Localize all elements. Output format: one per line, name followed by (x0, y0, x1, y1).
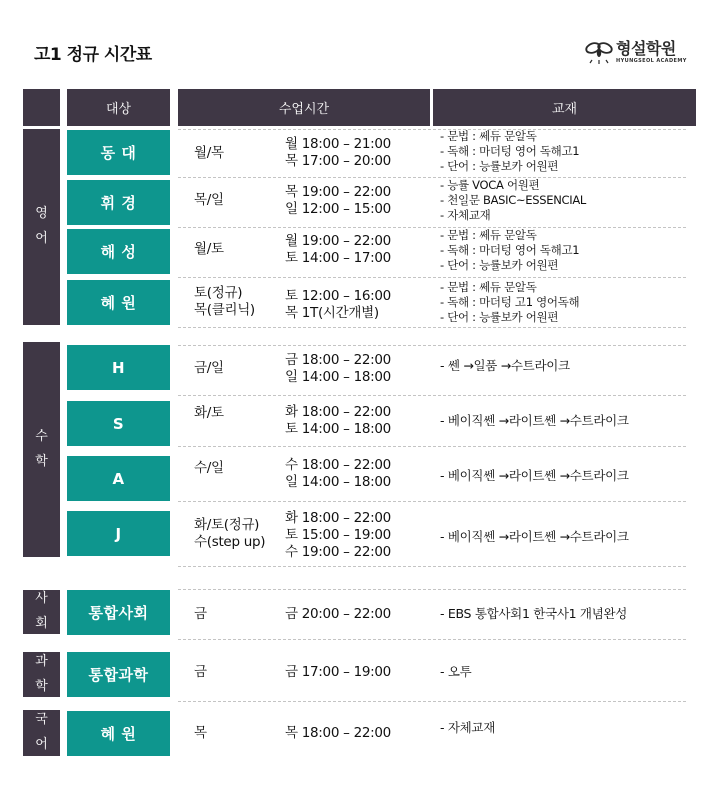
day-text: 토(정규) (194, 285, 243, 301)
day-text: 화/토(정규) (194, 517, 260, 533)
day-text: 월/목 (194, 145, 224, 161)
subject-korean (23, 710, 60, 756)
header-target: 대상 (67, 89, 170, 126)
row-divider (178, 345, 686, 346)
subject-math-char2: 학 (35, 453, 48, 469)
row-days (194, 241, 224, 258)
row-divider (178, 566, 686, 567)
time-text: 목 1T(시간개별) (285, 305, 379, 321)
time-text: 목 18:00 – 22:00 (285, 725, 391, 741)
row-divider (178, 177, 686, 178)
time-text: 수 19:00 – 22:00 (285, 544, 391, 560)
day-text: 월/토 (194, 241, 224, 257)
row-divider (178, 701, 686, 702)
row-days (194, 664, 207, 681)
row-books (440, 358, 570, 373)
row-books (440, 228, 579, 273)
row-days (194, 405, 224, 422)
time-text: 수 18:00 – 22:00 (285, 457, 391, 473)
day-text: 금 (194, 606, 207, 622)
row-divider (178, 639, 686, 640)
subject-english (23, 129, 60, 325)
book-text: - 베이직쎈 →라이트쎈 →수트라이크 (440, 468, 629, 483)
book-text: - EBS 통합사회1 한국사1 개념완성 (440, 606, 628, 621)
time-text: 목 19:00 – 22:00 (285, 184, 391, 200)
book-text: - 베이직쎈 →라이트쎈 →수트라이크 (440, 413, 629, 428)
row-times (285, 136, 391, 170)
target-integrated-social: 통합사회 (67, 590, 170, 635)
book-text: - 천일문 BASIC~ESSENCIAL (440, 193, 587, 207)
time-text: 일 14:00 – 18:00 (285, 474, 391, 490)
subject-math-char1: 수 (35, 428, 48, 444)
book-text: - 쎈 →일품 →수트라이크 (440, 358, 570, 373)
subject-english-char1: 영 (35, 206, 48, 222)
day-text: 화/토 (194, 405, 224, 421)
day-text: 금/일 (194, 360, 224, 376)
day-text: 목(클리닉) (194, 302, 255, 318)
target-j: J (67, 511, 170, 556)
row-times (285, 184, 391, 218)
target-integrated-science: 통합과학 (67, 652, 170, 697)
row-days (194, 460, 224, 477)
row-times (285, 288, 391, 322)
book-text: - 독해 : 마더텅 고1 영어독해 (440, 295, 580, 309)
row-times (285, 510, 391, 561)
row-times (285, 457, 391, 491)
time-text: 월 18:00 – 21:00 (285, 136, 391, 152)
row-days (194, 606, 207, 623)
row-times (285, 352, 391, 386)
row-books (440, 664, 471, 679)
time-text: 일 14:00 – 18:00 (285, 369, 391, 385)
book-text: - 문법 : 쎄듀 문알독 (440, 228, 537, 242)
row-books (440, 178, 586, 223)
row-times (285, 404, 391, 438)
book-text: - 문법 : 쎄듀 문알독 (440, 280, 537, 294)
header-time: 수업시간 (178, 89, 430, 126)
book-text: - 단어 : 능률보카 어원편 (440, 258, 559, 272)
book-text: - 독해 : 마더텅 영어 독해고1 (440, 243, 580, 257)
day-text: 금 (194, 664, 207, 680)
target-hyewon: 혜 원 (67, 280, 170, 325)
subject-korean-char1: 국 (35, 712, 48, 728)
time-text: 화 18:00 – 22:00 (285, 404, 391, 420)
subject-korean-char2: 어 (35, 737, 48, 752)
row-divider (178, 129, 686, 130)
row-books (440, 529, 629, 544)
row-days (194, 192, 224, 209)
row-times (285, 233, 391, 267)
target-hyewon-korean: 혜 원 (67, 711, 170, 756)
subject-social-char2: 회 (35, 616, 48, 631)
header-book: 교재 (433, 89, 696, 126)
time-text: 금 18:00 – 22:00 (285, 352, 391, 368)
subject-science-char1: 과 (35, 653, 48, 669)
time-text: 금 20:00 – 22:00 (285, 606, 391, 622)
target-s: S (67, 401, 170, 446)
time-text: 금 17:00 – 19:00 (285, 664, 391, 680)
subject-science-char2: 학 (35, 678, 48, 694)
time-text: 화 18:00 – 22:00 (285, 510, 391, 526)
book-text: - 자체교재 (440, 208, 491, 222)
subject-social (23, 590, 60, 634)
row-times (285, 606, 391, 623)
logo-subtitle: HYUNGSEOL ACADEMY (616, 58, 687, 64)
target-dongdae: 동 대 (67, 130, 170, 175)
row-times (285, 725, 391, 742)
row-books (440, 468, 629, 483)
row-divider (178, 395, 686, 396)
book-text: - 단어 : 능률보카 어원편 (440, 310, 559, 324)
target-h: H (67, 345, 170, 390)
firefly-icon (584, 38, 614, 66)
subject-science (23, 652, 60, 697)
row-divider (178, 327, 686, 328)
row-days (194, 360, 224, 377)
day-text: 수/일 (194, 460, 224, 476)
time-text: 토 14:00 – 18:00 (285, 421, 391, 437)
row-books (440, 413, 629, 428)
book-text: - 베이직쎈 →라이트쎈 →수트라이크 (440, 529, 629, 544)
row-days (194, 725, 207, 742)
row-books (440, 129, 579, 174)
time-text: 일 12:00 – 15:00 (285, 201, 391, 217)
row-books (440, 606, 627, 621)
logo-name: 형설학원 (616, 39, 676, 58)
book-text: - 단어 : 능률보카 어원편 (440, 159, 559, 173)
target-hwigyeong: 휘 경 (67, 180, 170, 225)
time-text: 토 12:00 – 16:00 (285, 288, 391, 304)
day-text: 목/일 (194, 192, 224, 208)
day-text: 수(step up) (194, 534, 266, 550)
book-text: - 오투 (440, 664, 472, 679)
time-text: 토 14:00 – 17:00 (285, 250, 391, 266)
row-times (285, 664, 391, 681)
row-divider (178, 227, 686, 228)
header-blank (23, 89, 60, 126)
target-a: A (67, 456, 170, 501)
row-divider (178, 589, 686, 590)
row-books (440, 280, 579, 325)
subject-math (23, 342, 60, 557)
row-days (194, 145, 224, 162)
book-text: - 능률 VOCA 어원편 (440, 178, 540, 192)
book-text: - 문법 : 쎄듀 문알독 (440, 129, 537, 143)
time-text: 월 19:00 – 22:00 (285, 233, 391, 249)
row-divider (178, 446, 686, 447)
book-text: - 자체교재 (440, 720, 495, 735)
target-haeseong: 해 성 (67, 229, 170, 274)
subject-social-char1: 사 (35, 591, 48, 607)
row-days (194, 517, 265, 551)
time-text: 토 15:00 – 19:00 (285, 527, 391, 543)
row-divider (178, 277, 686, 278)
subject-english-char2: 어 (35, 231, 48, 246)
time-text: 목 17:00 – 20:00 (285, 153, 391, 169)
row-books (440, 720, 495, 735)
book-text: - 독해 : 마더텅 영어 독해고1 (440, 144, 580, 158)
row-days (194, 285, 255, 319)
day-text: 목 (194, 725, 207, 741)
row-divider (178, 501, 686, 502)
logo (584, 36, 694, 72)
page-title: 고1 정규 시간표 (34, 45, 152, 65)
